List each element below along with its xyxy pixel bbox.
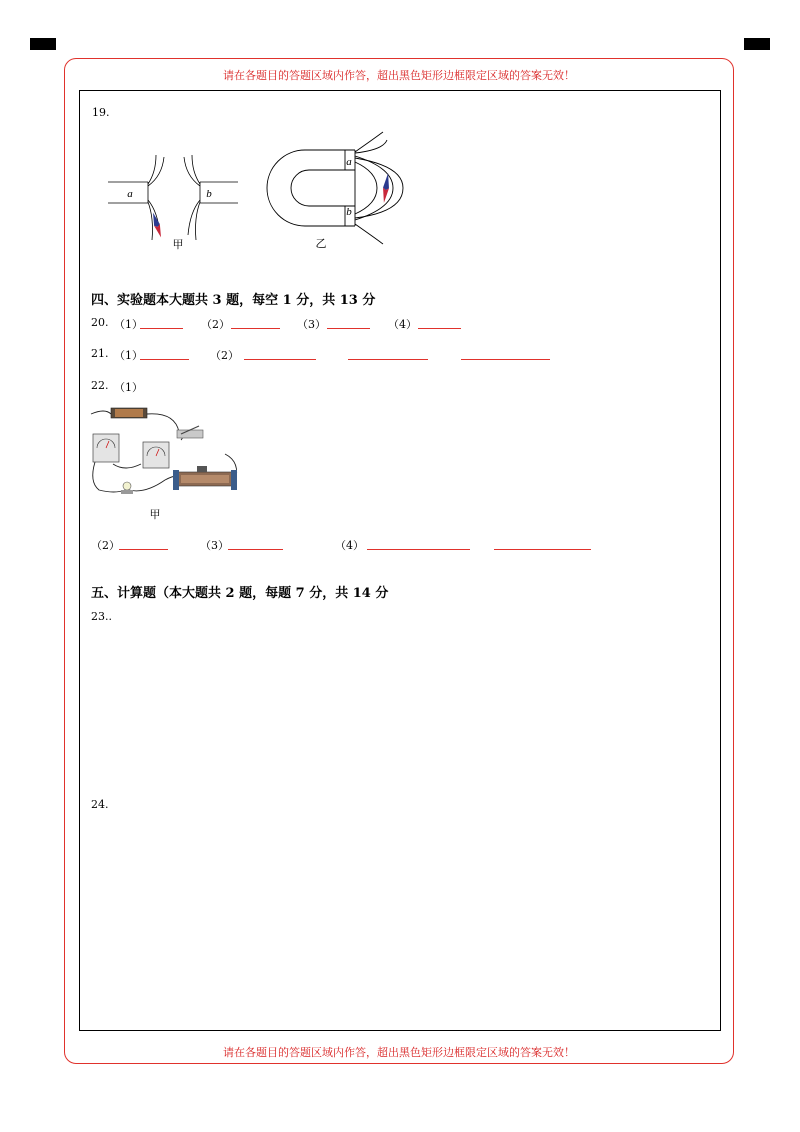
notice-bottom: 请在各题目的答题区域内作答，超出黑色矩形边框限定区域的答案无效！ [223, 1046, 575, 1059]
q22-part3-label: （3） [200, 539, 229, 552]
q22-blank-4b[interactable] [494, 549, 591, 550]
q20-number: 20. [91, 316, 109, 329]
alignment-marker-left [30, 38, 56, 50]
q20-blank-1[interactable] [140, 328, 183, 329]
q19-jia-caption: 甲 [172, 238, 184, 251]
q21-part2-label: （2） [210, 349, 239, 362]
notice-top: 请在各题目的答题区域内作答，超出黑色矩形边框限定区域的答案无效！ [223, 69, 575, 82]
q21-blank-3[interactable] [348, 359, 428, 360]
q19-figure-jia [100, 150, 250, 255]
q19-jia-label-a: a [127, 188, 133, 200]
q20-blank-3[interactable] [327, 328, 370, 329]
q20-part2-label: （2） [201, 318, 230, 331]
q23-number: 23.. [91, 610, 112, 623]
q22-blank-2[interactable] [119, 549, 168, 550]
q22-figure-caption: 甲 [149, 508, 161, 521]
alignment-marker-right [744, 38, 770, 50]
q22-part1-label: （1） [114, 381, 143, 394]
q19-figure-yi [265, 128, 405, 250]
q19-number: 19. [92, 106, 110, 119]
q20-part3-label: （3） [297, 318, 326, 331]
q19-yi-caption: 乙 [315, 237, 327, 250]
section4-title: 四、实验题本大题共 3 题，每空 1 分，共 13 分 [91, 293, 376, 308]
q22-circuit-figure [85, 402, 245, 524]
q21-blank-4[interactable] [461, 359, 550, 360]
q22-part2-label: （2） [91, 539, 120, 552]
q22-blank-4a[interactable] [367, 549, 470, 550]
q24-number: 24. [91, 798, 109, 811]
q21-part1-label: （1） [114, 349, 143, 362]
q21-number: 21. [91, 347, 109, 360]
q20-blank-4[interactable] [418, 328, 461, 329]
q21-blank-2[interactable] [244, 359, 316, 360]
q19-yi-label-b: b [346, 206, 352, 218]
q20-blank-2[interactable] [231, 328, 280, 329]
q22-number: 22. [91, 379, 109, 392]
section5-title: 五、计算题（本大题共 2 题，每题 7 分，共 14 分 [91, 586, 389, 601]
q20-part4-label: （4） [388, 318, 417, 331]
q20-part1-label: （1） [114, 318, 143, 331]
q19-jia-label-b: b [206, 188, 212, 200]
q19-yi-label-a: a [346, 156, 352, 168]
q22-part4-label: （4） [335, 539, 364, 552]
q21-blank-1[interactable] [140, 359, 189, 360]
q22-blank-3[interactable] [228, 549, 283, 550]
